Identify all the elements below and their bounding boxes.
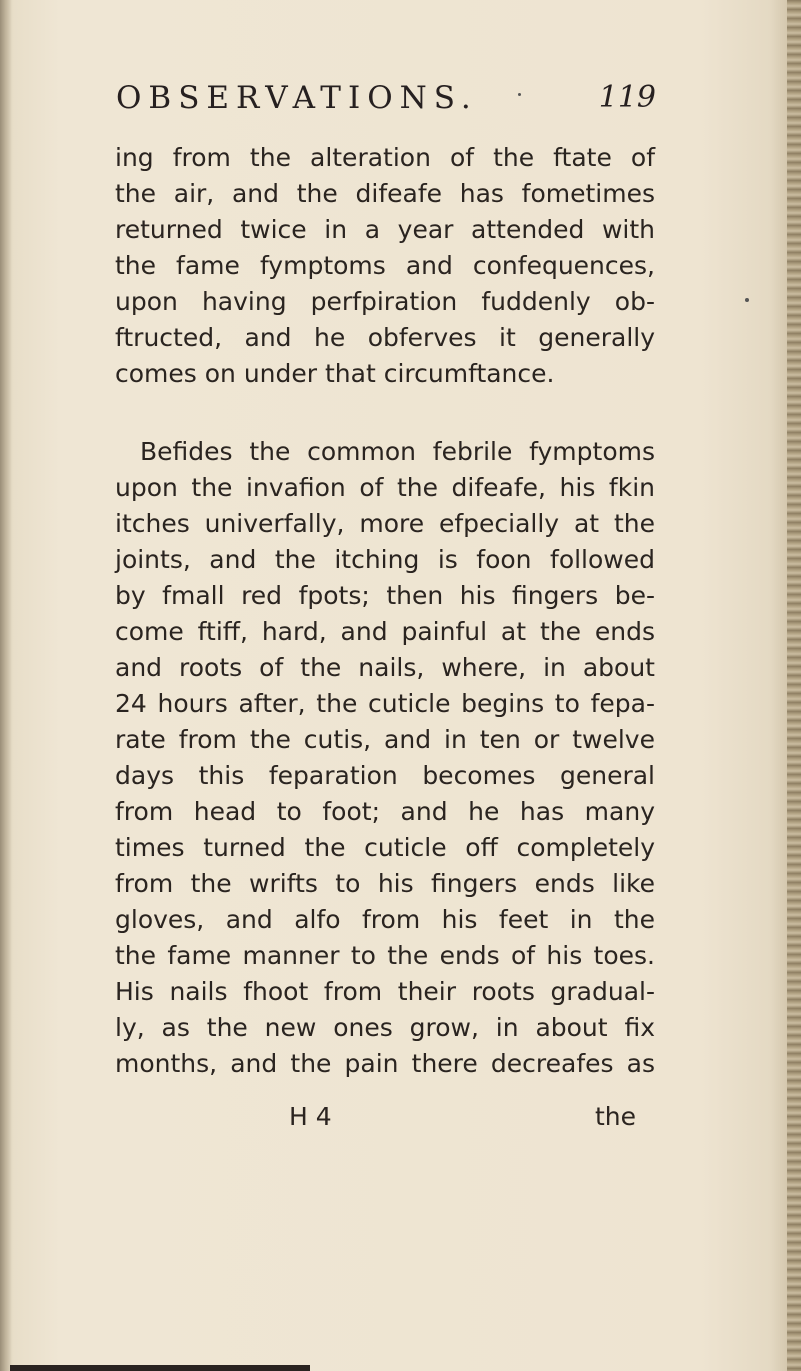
text-line: ftructed, and he obferves it generally — [115, 323, 655, 352]
page-footer — [118, 1102, 658, 1138]
running-head: OBSERVATIONS. — [116, 80, 478, 116]
text-line: days this feparation becomes general — [115, 761, 655, 790]
text-line: ly, as the new ones grow, in about fix — [115, 1013, 655, 1042]
text-line: upon the invafion of the difeafe, his fkin — [115, 473, 655, 502]
text-line: by fmall red fpots; then his fingers be- — [115, 581, 655, 610]
text-line: times turned the cuticle off completely — [115, 833, 655, 862]
page-gutter-shadow — [0, 0, 12, 1371]
text-line: from head to foot; and he has many — [115, 797, 655, 826]
text-line: 24 hours after, the cuticle begins to fepa- — [115, 689, 655, 718]
text-line: rate from the cutis, and in ten or twelve — [115, 725, 655, 754]
paragraph-spacer — [115, 392, 655, 434]
text-line: Befides the common febrile fymptoms — [140, 437, 655, 466]
page-right-edge — [787, 0, 801, 1371]
page-bottom-edge — [10, 1365, 310, 1371]
text-line: the air, and the difeafe has fometimes — [115, 179, 655, 208]
text-line: returned twice in a year attended with — [115, 215, 655, 244]
catchword: the — [595, 1102, 637, 1131]
text-line: comes on under that circumftance. — [115, 359, 555, 388]
text-line: His nails fhoot from their roots gradual- — [115, 977, 655, 1006]
ink-speck — [518, 93, 521, 96]
text-line: the fame fymptoms and confequences, — [115, 251, 655, 280]
text-line: and roots of the nails, where, in about — [115, 653, 655, 682]
text-line: the fame manner to the ends of his toes. — [115, 941, 655, 970]
text-line: come ftiff, hard, and painful at the ends — [115, 617, 655, 646]
text-line: gloves, and alfo from his feet in the — [115, 905, 655, 934]
paragraph-2 — [115, 434, 655, 1082]
ink-speck — [745, 298, 749, 302]
text-line: months, and the pain there decreafes as — [115, 1049, 655, 1078]
text-line: upon having perfpiration fuddenly ob- — [115, 287, 655, 316]
text-line: ing from the alteration of the ftate of — [115, 143, 655, 172]
paragraph-1 — [115, 140, 655, 392]
body-text — [115, 140, 655, 1082]
signature-mark: H 4 — [289, 1102, 332, 1131]
text-line: itches univerfally, more efpecially at the — [115, 509, 655, 538]
page-header — [116, 80, 656, 124]
page-number: 119 — [598, 80, 656, 115]
text-line: from the wrifts to his fingers ends like — [115, 869, 655, 898]
text-line: joints, and the itching is foon followed — [115, 545, 655, 574]
